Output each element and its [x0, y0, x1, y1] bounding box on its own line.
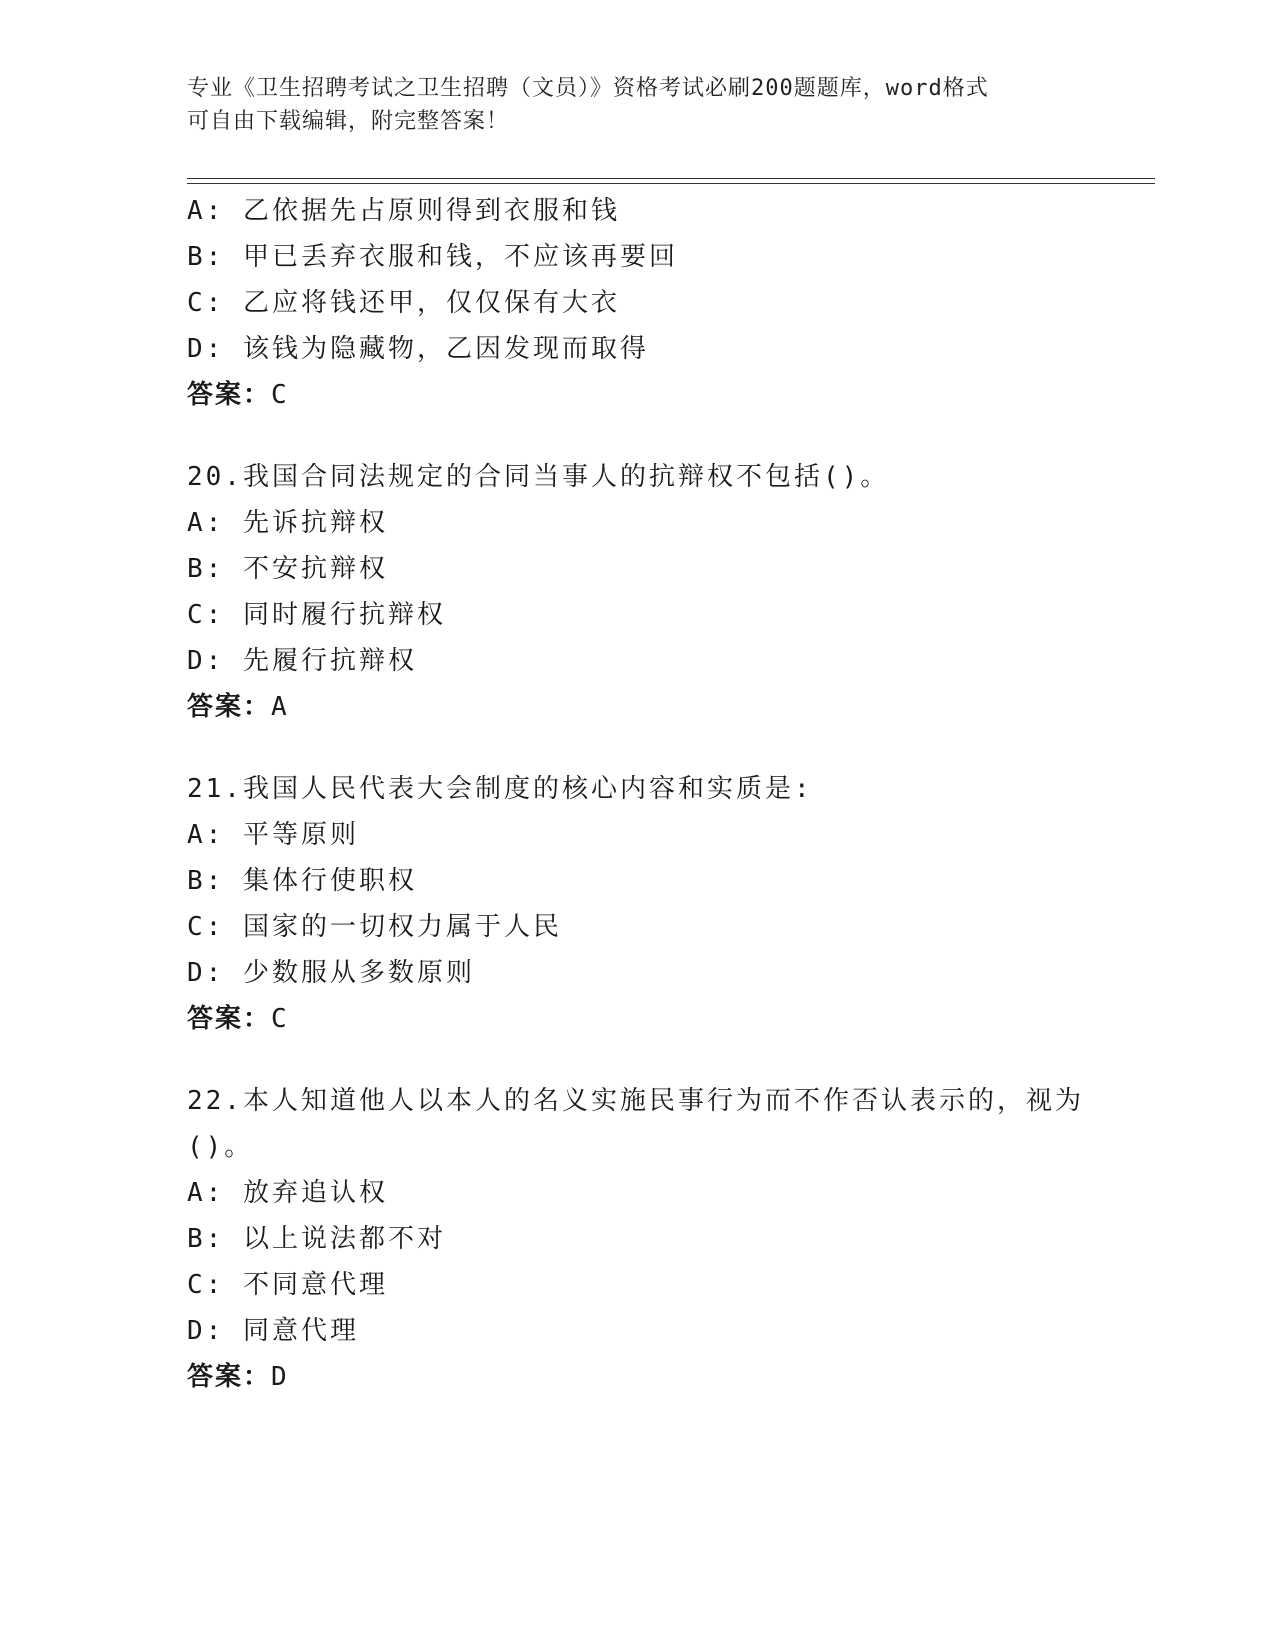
- answer-label: 答案：: [187, 380, 272, 410]
- option-d: D: 同意代理: [187, 1316, 359, 1346]
- answer-label: 答案：: [187, 1362, 272, 1392]
- question-list: [187, 188, 1107, 1400]
- option-d: D: 先履行抗辩权: [187, 646, 417, 676]
- option-c: C: 乙应将钱还甲，仅仅保有大衣: [187, 288, 620, 318]
- question-stem: 20.我国合同法规定的合同当事人的抗辩权不包括()。: [187, 462, 890, 492]
- question-20: [187, 454, 1107, 730]
- answer-line: [187, 996, 1107, 1042]
- document-header: [187, 72, 1067, 138]
- answer-label: 答案：: [187, 692, 272, 722]
- answer-value: C: [271, 1004, 289, 1034]
- option-a: A: 平等原则: [187, 820, 359, 850]
- option-c: C: 国家的一切权力属于人民: [187, 912, 562, 942]
- question-stem: 21.我国人民代表大会制度的核心内容和实质是:: [187, 774, 813, 804]
- header-double-rule: [187, 178, 1155, 184]
- question-21: [187, 766, 1107, 1042]
- option-a: A: 放弃追认权: [187, 1178, 388, 1208]
- question-stem-line-2: ()。: [187, 1132, 254, 1162]
- header-title-line-1: 专业《卫生招聘考试之卫生招聘（文员）》资格考试必刷200题题库，word格式: [187, 76, 989, 101]
- question-stem-line-1: 22.本人知道他人以本人的名义实施民事行为而不作否认表示的，视为: [187, 1086, 1084, 1116]
- answer-value: A: [271, 692, 289, 722]
- option-d: D: 少数服从多数原则: [187, 958, 475, 988]
- answer-line: [187, 684, 1107, 730]
- option-b: B: 不安抗辩权: [187, 554, 388, 584]
- option-b: B: 甲已丢弃衣服和钱，不应该再要回: [187, 242, 678, 272]
- option-c: C: 不同意代理: [187, 1270, 388, 1300]
- question-19-continued: [187, 188, 1107, 418]
- answer-line: [187, 372, 1107, 418]
- option-b: B: 以上说法都不对: [187, 1224, 446, 1254]
- question-22: [187, 1078, 1107, 1400]
- answer-line: [187, 1354, 1107, 1400]
- answer-label: 答案：: [187, 1004, 272, 1034]
- option-d: D: 该钱为隐藏物，乙因发现而取得: [187, 334, 649, 364]
- option-b: B: 集体行使职权: [187, 866, 417, 896]
- option-a: A: 乙依据先占原则得到衣服和钱: [187, 196, 620, 226]
- option-a: A: 先诉抗辩权: [187, 508, 388, 538]
- answer-value: D: [271, 1362, 289, 1392]
- answer-value: C: [271, 380, 289, 410]
- header-title-line-2: 可自由下载编辑，附完整答案！: [187, 109, 510, 134]
- option-c: C: 同时履行抗辩权: [187, 600, 446, 630]
